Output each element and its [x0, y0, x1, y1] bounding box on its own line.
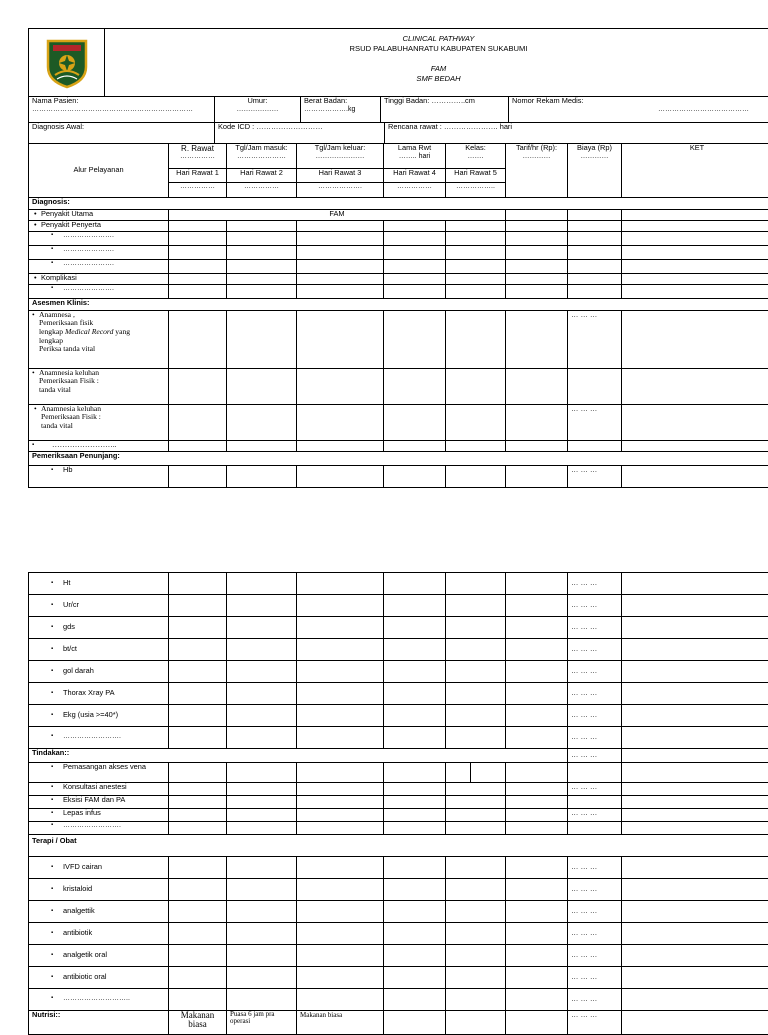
biaya-cell[interactable]: … … …: [568, 617, 622, 639]
penunjang-item: ▪ gds: [29, 617, 169, 639]
patient-info-table: [28, 97, 768, 123]
penyerta-line-3[interactable]: ▪ ………………….: [29, 259, 169, 273]
pathway-table-bottom: [28, 572, 768, 1035]
tindakan-item: ▪ Eksisi FAM dan PA: [29, 796, 169, 809]
tindakan-item: ▪ Lepas infus: [29, 809, 169, 822]
asesmen-1-biaya[interactable]: … … …: [568, 310, 622, 368]
penyerta-line-2[interactable]: ▪ ………………….: [29, 245, 169, 259]
asesmen-3-biaya[interactable]: … … …: [568, 404, 622, 440]
biaya-header: Biaya (Rp) …………: [568, 144, 622, 197]
tindakan-item: ▪ Pemasangan akses vena: [29, 763, 169, 783]
biaya-cell[interactable]: … … …: [568, 727, 622, 749]
department-name: SMF BEDAH: [108, 74, 768, 84]
penunjang-item: ▪ Thorax Xray PA: [29, 683, 169, 705]
biaya-cell[interactable]: … … …: [568, 683, 622, 705]
komplikasi-label: • Komplikasi: [29, 273, 169, 284]
hari-date-3[interactable]: ……………….: [297, 182, 384, 197]
hari-rawat-5: Hari Rawat 5: [446, 168, 506, 182]
biaya-cell[interactable]: … … …: [568, 595, 622, 617]
penunjang-item: ▪ gol darah: [29, 661, 169, 683]
title-cell: [105, 29, 768, 97]
ket-header: KET: [622, 144, 768, 197]
diagnosis-awal-table: [28, 123, 768, 145]
clinical-pathway-page-1: [28, 28, 768, 488]
nutrisi-day3: Makanan biasa: [297, 1011, 384, 1035]
terapi-item: ▪ IVFD cairan: [29, 857, 169, 879]
terapi-heading: Terapi / Obat: [29, 835, 768, 857]
rekam-medis-field[interactable]: Nomor Rekam Medis: …………………………………: [509, 97, 768, 122]
hospital-name: RSUD PALABUHANRATU KABUPATEN SUKABUMI: [108, 44, 768, 54]
kode-icd-field[interactable]: Kode ICD : ………………………: [215, 123, 385, 144]
biaya-cell[interactable]: … … …: [568, 809, 622, 822]
hari-date-4[interactable]: ……………: [384, 182, 446, 197]
hari-rawat-3: Hari Rawat 3: [297, 168, 384, 182]
penunjang-item: ▪ Ht: [29, 573, 169, 595]
biaya-cell[interactable]: … … …: [568, 573, 622, 595]
penunjang-item: ▪ Ur/cr: [29, 595, 169, 617]
biaya-cell[interactable]: … … …: [568, 879, 622, 901]
pathway-title: CLINICAL PATHWAY: [108, 34, 768, 44]
tindakan-heading: Tindakan::: [29, 749, 568, 763]
terapi-item: ▪ kristaloid: [29, 879, 169, 901]
terapi-item: ▪ antibiotic oral: [29, 967, 169, 989]
asesmen-heading: Asesmen Klinis:: [29, 298, 768, 310]
biaya-cell[interactable]: … … …: [568, 967, 622, 989]
penunjang-item: ▪ bt/ct: [29, 639, 169, 661]
asesmen-item-2: • Anamnesia keluhan Pemeriksaan Fisik : tanda vital: [29, 368, 169, 404]
hari-date-1[interactable]: ……………: [169, 182, 227, 197]
penunjang-line-extra[interactable]: ▪ …………………….: [29, 727, 169, 749]
biaya-cell[interactable]: … … …: [568, 945, 622, 967]
tarif-header: Tarif/hr (Rp): …………: [506, 144, 568, 197]
split-cell: [446, 763, 506, 783]
tindakan-line-extra[interactable]: ▪ …………………….: [29, 822, 169, 835]
tinggi-badan-field[interactable]: Tinggi Badan: …………..cm: [381, 97, 509, 122]
r-rawat-header: R. Rawat ……………: [169, 144, 227, 168]
biaya-cell[interactable]: … … …: [568, 639, 622, 661]
penunjang-hb: ▪ Hb: [29, 465, 169, 487]
komplikasi-line-1[interactable]: ▪ ………………….: [29, 284, 169, 298]
hari-date-2[interactable]: ……………: [227, 182, 297, 197]
penyakit-utama-value: FAM: [169, 209, 506, 220]
pathway-table-top: [28, 144, 768, 488]
hari-date-5[interactable]: ……………..: [446, 182, 506, 197]
biaya-cell[interactable]: … … …: [568, 857, 622, 879]
nutrisi-day1: Makanan biasa: [169, 1011, 227, 1035]
hari-rawat-4: Hari Rawat 4: [384, 168, 446, 182]
berat-badan-field[interactable]: Berat Badan: ……………….kg: [301, 97, 381, 122]
hari-rawat-2: Hari Rawat 2: [227, 168, 297, 182]
umur-field[interactable]: Umur: ………………: [215, 97, 301, 122]
biaya-cell[interactable]: … … …: [568, 989, 622, 1011]
tgl-keluar-header[interactable]: Tgl/Jam keluar: …………………: [297, 144, 384, 168]
tgl-masuk-header[interactable]: Tgl/Jam masuk: …………………: [227, 144, 297, 168]
biaya-cell[interactable]: … … …: [568, 749, 622, 763]
asesmen-line-extra[interactable]: ▪ ……………………..: [29, 440, 169, 451]
case-name: FAM: [108, 64, 768, 74]
penunjang-heading: Pemeriksaan Penunjang:: [29, 451, 768, 465]
penunjang-item: ▪ Ekg (usia >=40*): [29, 705, 169, 727]
terapi-item: ▪ antibiotik: [29, 923, 169, 945]
hb-biaya[interactable]: … … …: [568, 465, 622, 487]
biaya-cell[interactable]: … … …: [568, 661, 622, 683]
clinical-pathway-page-2: [28, 572, 768, 1035]
asesmen-item-3: • Anamnesia keluhan Pemeriksaan Fisik : tanda vital: [29, 404, 169, 440]
biaya-cell[interactable]: … … …: [568, 1011, 622, 1035]
biaya-cell[interactable]: … … …: [568, 901, 622, 923]
alur-pelayanan-header: Alur Pelayanan: [29, 144, 169, 197]
tindakan-item: ▪ Konsultasi anestesi: [29, 783, 169, 796]
terapi-item: ▪ analgetik oral: [29, 945, 169, 967]
hari-rawat-1: Hari Rawat 1: [169, 168, 227, 182]
nutrisi-heading: Nutrisi::: [29, 1011, 169, 1035]
asesmen-item-1: • Anamnesa , Pemeriksaan fisik lengkap Medical Record yang lengkap Periksa tanda vital: [29, 310, 169, 368]
penyakit-penyerta-label: • Penyakit Penyerta: [29, 220, 169, 231]
diagnosis-heading: Diagnosis:: [29, 197, 768, 209]
nutrisi-day2: Puasa 6 jam pra operasi: [227, 1011, 297, 1035]
biaya-cell[interactable]: … … …: [568, 705, 622, 727]
penyakit-utama-label: • Penyakit Utama: [29, 209, 169, 220]
biaya-cell[interactable]: … … …: [568, 783, 622, 796]
lama-rawat-header[interactable]: Lama Rwt …….. hari: [384, 144, 446, 168]
kabupaten-sukabumi-logo: [45, 37, 89, 89]
nama-pasien-field[interactable]: Nama Pasien: ……………………………………………………………: [29, 97, 215, 122]
terapi-item: ▪ analgettik: [29, 901, 169, 923]
diagnosis-awal-field[interactable]: Diagnosis Awal:: [29, 123, 215, 144]
header-table: [28, 28, 768, 97]
terapi-line-extra[interactable]: ▪ ………………………..: [29, 989, 169, 1011]
penyerta-line-1[interactable]: ▪ ………………….: [29, 231, 169, 245]
biaya-cell[interactable]: … … …: [568, 923, 622, 945]
logo-cell: [29, 29, 105, 97]
rencana-rawat-field[interactable]: Rencana rawat : …………………. hari: [385, 123, 768, 144]
kelas-header[interactable]: Kelas: …….: [446, 144, 506, 168]
